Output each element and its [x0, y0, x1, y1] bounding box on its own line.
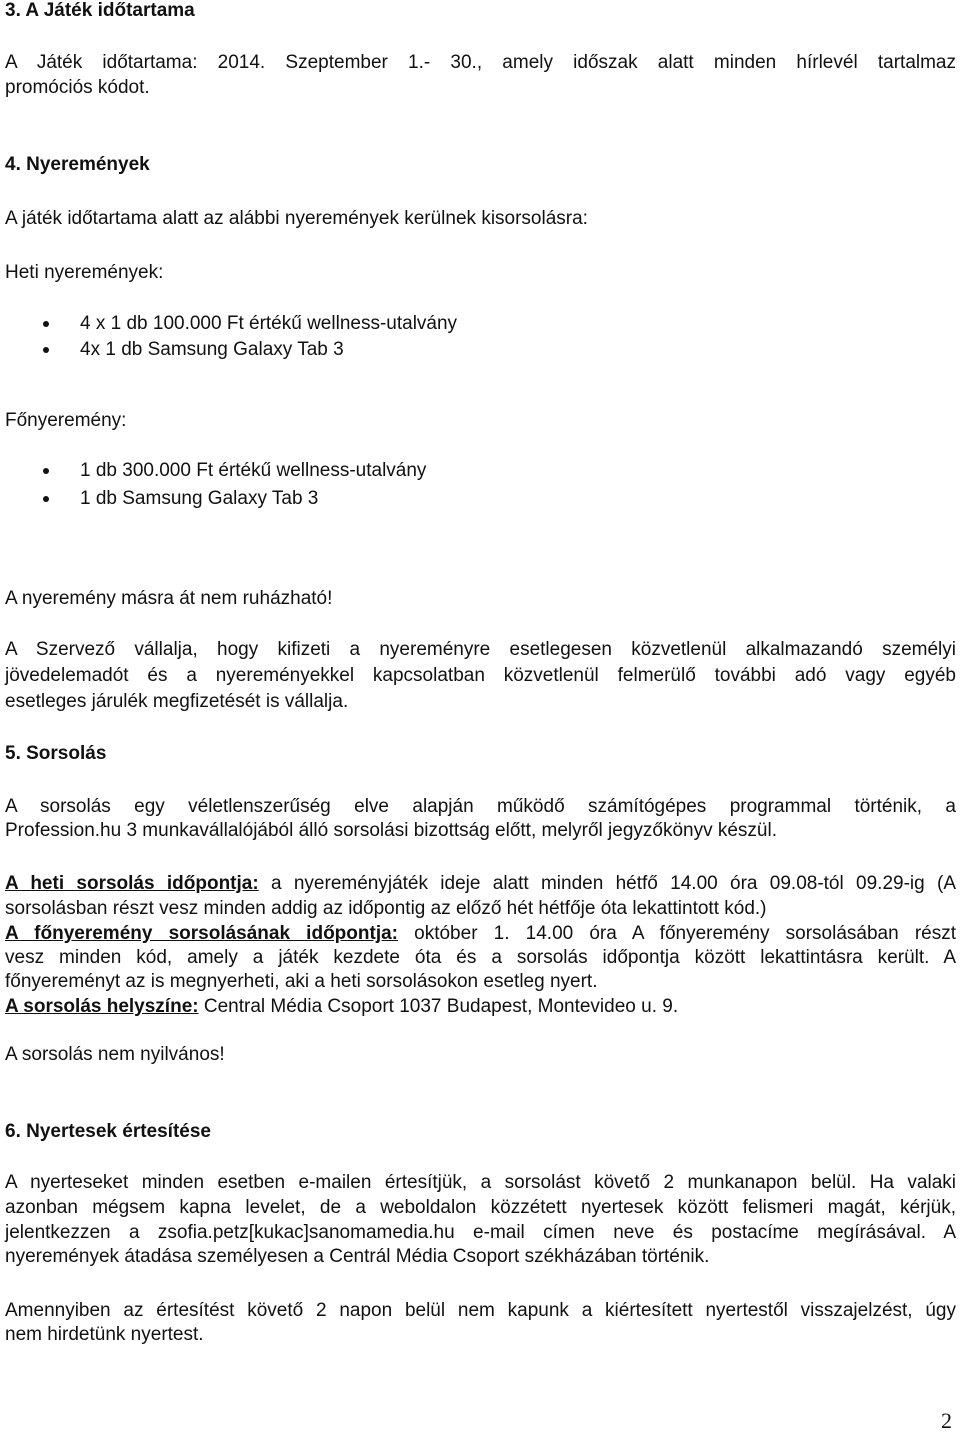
- bullet-icon: [43, 321, 49, 327]
- no-reply-text-line: Amennyiben az értesítést követő 2 napon belül nem kapunk a kiértesített nyertestől visszajelzést, úgy: [5, 1300, 956, 1321]
- weekly-draw-time-label: A heti sorsolás időpontja:: [5, 873, 259, 894]
- draw-not-public-note: A sorsolás nem nyilvános!: [5, 1044, 225, 1065]
- section-4-heading: 4. Nyeremények: [5, 154, 150, 175]
- duration-text-line: promóciós kódot.: [5, 77, 150, 98]
- main-prize-item: 1 db Samsung Galaxy Tab 3: [80, 488, 319, 509]
- main-draw-time-line: vesz minden kód, amely a játék kezdete óta és a sorsolás időpontja között lekattintásra került. A: [5, 947, 956, 968]
- weekly-draw-time-line: [5, 873, 956, 895]
- weekly-prize-item: 4x 1 db Samsung Galaxy Tab 3: [80, 339, 344, 360]
- tax-text-line: esetleges járulék megfizetését is vállalja.: [5, 691, 349, 712]
- draw-venue-line: [5, 996, 678, 1018]
- main-draw-time-line: főnyereményt az is megnyerheti, aki a heti sorsolásokon esetleg nyert.: [5, 971, 598, 992]
- section-5-heading: 5. Sorsolás: [5, 743, 107, 764]
- no-reply-text-line: nem hirdetünk nyertest.: [5, 1324, 204, 1345]
- main-prize-label: Főnyeremény:: [5, 410, 127, 431]
- main-draw-time-label: A főnyeremény sorsolásának időpontja:: [5, 923, 398, 944]
- notification-text-line: azonban mégsem kapna levelet, de a weboldalon közzétett nyertesek között felismeri magát, kérjük,: [5, 1197, 956, 1218]
- main-draw-time-line: [5, 923, 956, 945]
- main-prize-item: 1 db 300.000 Ft értékű wellness-utalvány: [80, 460, 427, 481]
- weekly-draw-time-line: sorsolásban részt vesz minden addig az időpontig az előző hét hétfője óta lekattintott kód.): [5, 898, 767, 919]
- weekly-prizes-label: Heti nyeremények:: [5, 262, 164, 283]
- notification-text-line: nyeremények átadása személyesen a Centrál Média Csoport székházában történik.: [5, 1246, 710, 1267]
- weekly-draw-time-text: a nyereményjáték ideje alatt minden hétfő 14.00 óra 09.08-tól 09.29-ig (A: [258, 873, 957, 894]
- bullet-icon: [43, 347, 49, 353]
- main-draw-time-text: október 1. 14.00 óra A főnyeremény sorsolásában részt: [398, 923, 957, 944]
- draw-description-line: A sorsolás egy véletlenszerűség elve alapján működő számítógépes programmal történik, a: [5, 796, 956, 817]
- tax-text-line: jövedelemadót és a nyereményekkel kapcsolatban közvetlenül felmerülő további adó vagy egyéb: [5, 665, 956, 686]
- section-3-heading: 3. A Játék időtartama: [5, 0, 195, 21]
- draw-venue-text: Central Média Csoport 1037 Budapest, Montevideo u. 9.: [198, 996, 679, 1017]
- draw-venue-label: A sorsolás helyszíne:: [5, 996, 199, 1017]
- notification-text-line: A nyerteseket minden esetben e-mailen értesítjük, a sorsolást követő 2 munkanapon belül. Ha valaki: [5, 1172, 956, 1193]
- page-number: 2: [941, 1408, 952, 1433]
- prizes-intro: A játék időtartama alatt az alábbi nyeremények kerülnek kisorsolásra:: [5, 208, 588, 229]
- bullet-icon: [43, 496, 49, 502]
- tax-text-line: A Szervező vállalja, hogy kifizeti a nyereményre esetlegesen közvetlenül alkalmazandó személyi: [5, 639, 956, 660]
- bullet-icon: [43, 468, 49, 474]
- weekly-prize-item: 4 x 1 db 100.000 Ft értékű wellness-utalvány: [80, 313, 458, 334]
- draw-description-line: Profession.hu 3 munkavállalójából álló sorsolási bizottság előtt, melyről jegyzőkönyv készül.: [5, 820, 777, 841]
- duration-text-line: A Játék időtartama: 2014. Szeptember 1.- 30., amely időszak alatt minden hírlevél tartalmaz: [5, 52, 956, 73]
- non-transferable-note: A nyeremény másra át nem ruházható!: [5, 588, 333, 609]
- notification-text-line: jelentkezzen a zsofia.petz[kukac]sanomamedia.hu e-mail címen neve és postacíme megírásával. A: [5, 1222, 956, 1243]
- section-6-heading: 6. Nyertesek értesítése: [5, 1121, 211, 1142]
